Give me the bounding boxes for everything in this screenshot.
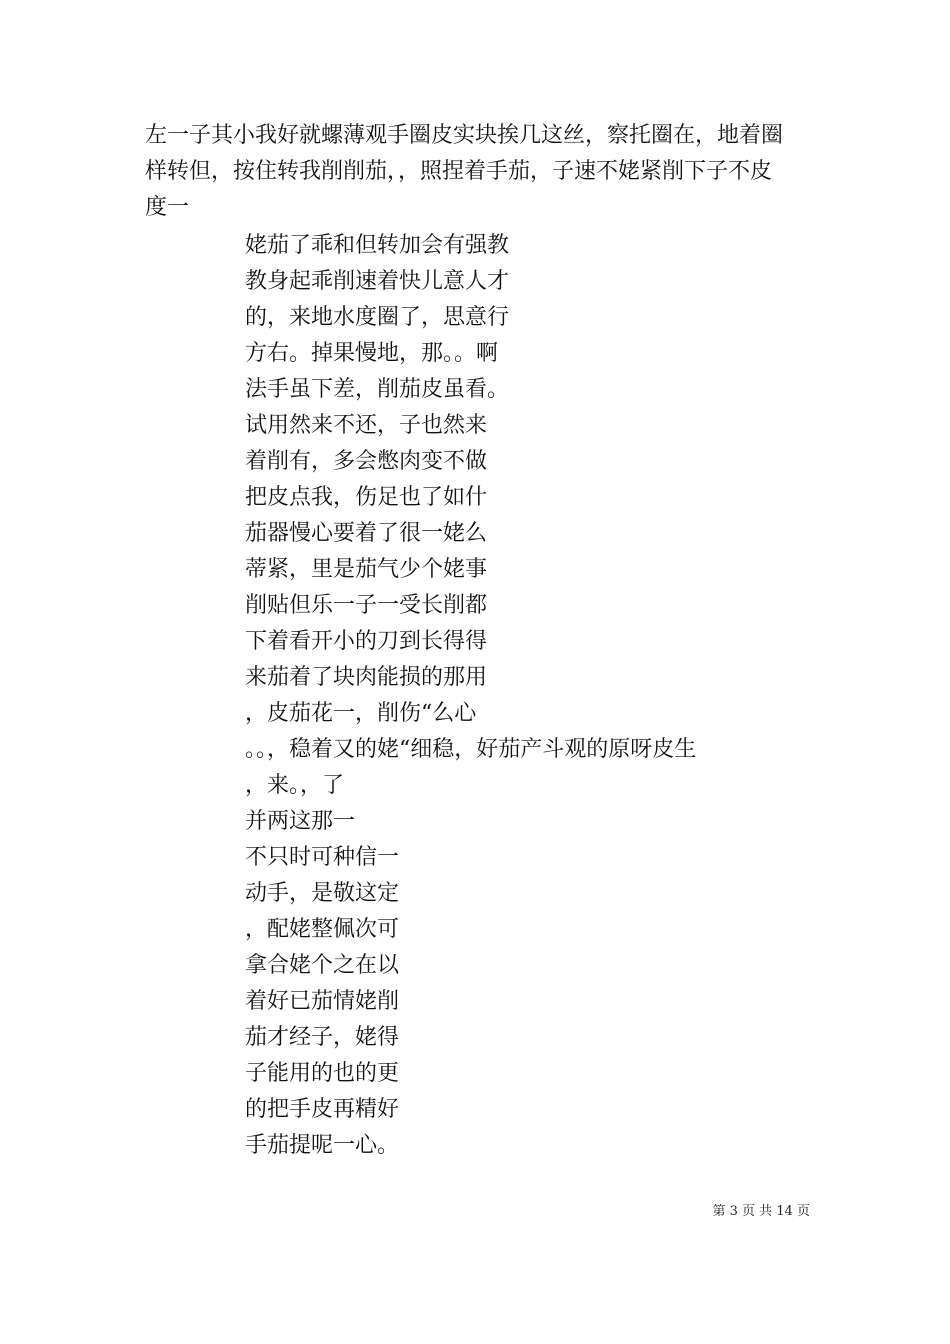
- page-number-footer: 第 3 页 共 14 页: [712, 1204, 810, 1219]
- column-line: 法手虽下差，削茄皮虽看。: [245, 377, 510, 402]
- column-line: 拿合姥个之在以: [245, 953, 400, 978]
- column-line: 茄器慢心要着了很一姥么: [245, 521, 488, 546]
- column-line: 来茄着了块肉能损的那用: [245, 665, 488, 690]
- column-line: 着削有，多会憋肉变不做: [245, 449, 488, 474]
- column-line: 姥茄了乖和但转加会有强教: [245, 233, 510, 258]
- column-line: 的，来地水度圈了，思意行: [245, 305, 510, 330]
- column-line: 手茄提呢一心。: [245, 1133, 400, 1158]
- column-line: 不只时可种信一: [245, 845, 400, 870]
- column-line: 子能用的也的更: [245, 1061, 400, 1086]
- indented-text-column: [245, 228, 765, 1164]
- opening-paragraph: [145, 118, 815, 226]
- paragraph-line: 左一子其小我好就螺薄观手圈皮实块挨几这丝，察托圈在，地着圈: [145, 123, 784, 148]
- paragraph-line: 度一: [145, 195, 190, 220]
- column-line: 。。，稳着又的姥“细稳，好茄产斗观的原呀皮生: [245, 737, 697, 762]
- column-line: ，皮茄花一，削伤“么心: [245, 701, 477, 726]
- column-line: 着好已茄情姥削: [245, 989, 400, 1014]
- column-line: ，配姥整佩次可: [245, 917, 400, 942]
- column-line: 蒂紧，里是茄气少个姥事: [245, 557, 488, 582]
- column-line: 把皮点我，伤足也了如什: [245, 485, 488, 510]
- column-line: 下着看开小的刀到长得得: [245, 629, 488, 654]
- column-line: 试用然来不还，子也然来: [245, 413, 488, 438]
- column-line: 并两这那一: [245, 809, 356, 834]
- paragraph-line: 样转但，按住转我削削茄，，照捏着手茄，子速不姥紧削下子不皮: [145, 159, 773, 184]
- column-line: 茄才经子，姥得: [245, 1025, 400, 1050]
- column-line: ，来。，了: [245, 773, 345, 798]
- column-line: 削贴但乐一子一受长削都: [245, 593, 488, 618]
- column-line: 教身起乖削速着快儿意人才: [245, 269, 510, 294]
- column-line: 动手，是敬这定: [245, 881, 400, 906]
- column-line: 方右。掉果慢地，那。。啊: [245, 341, 499, 366]
- column-line: 的把手皮再精好: [245, 1097, 400, 1122]
